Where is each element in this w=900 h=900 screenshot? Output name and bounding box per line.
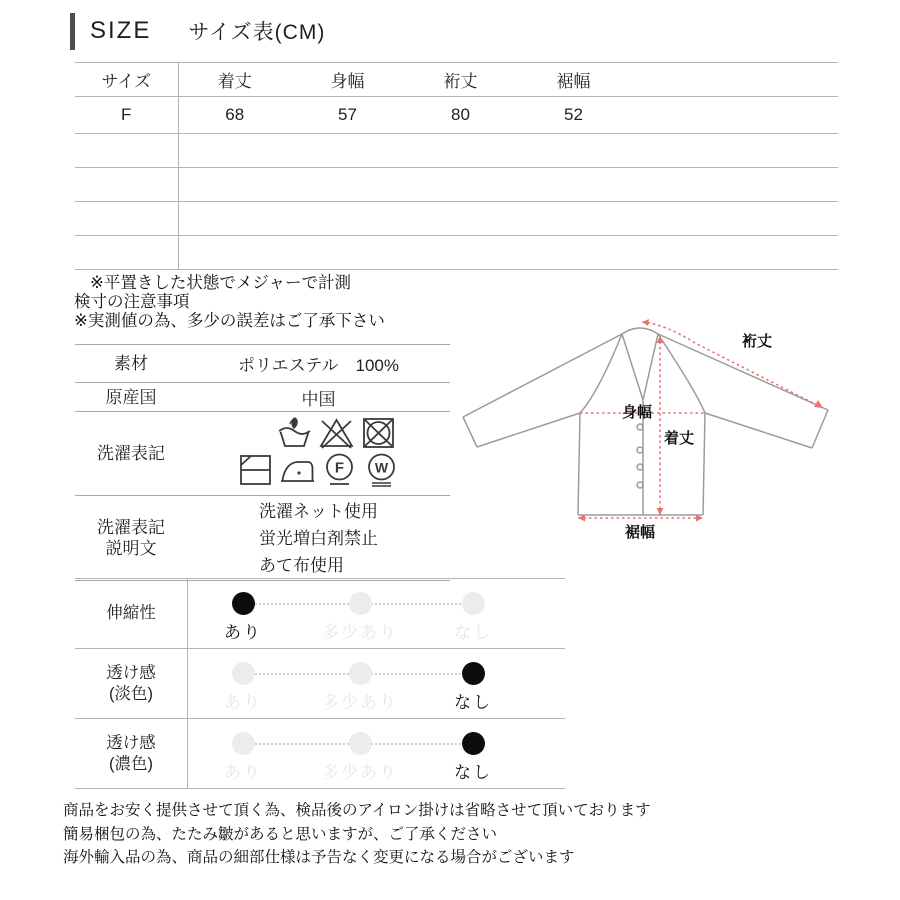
section-header — [70, 12, 325, 50]
rating-dot — [462, 732, 485, 755]
body-length-label: 着丈 — [663, 430, 695, 447]
cell-body-width: 57 — [291, 97, 404, 134]
no-bleach-icon — [318, 415, 355, 450]
cell-size: F — [75, 97, 178, 134]
size-table — [75, 62, 838, 270]
svg-text:W: W — [374, 459, 389, 476]
rating-dot — [232, 592, 255, 615]
product-details-table — [75, 344, 450, 581]
col-header-body-width: 身幅 — [291, 63, 404, 97]
size-table-empty-row — [75, 236, 838, 270]
material-row — [75, 345, 450, 383]
care-symbols-label: 洗濯表記 — [97, 444, 165, 463]
iron-low-temp-icon — [279, 452, 316, 487]
measurement-notes — [74, 274, 385, 331]
disclaimer-line: 簡易梱包の為、たたみ皺があると思いますが、ご了承ください — [63, 825, 498, 843]
garment-measurement-diagram — [450, 308, 890, 564]
rating-dot — [462, 662, 485, 685]
size-table-empty-row — [75, 134, 838, 168]
size-table-header-row — [75, 63, 838, 97]
no-tumble-dry-icon — [360, 415, 397, 450]
col-header-body-length: 着丈 — [178, 63, 291, 97]
stretch-label: 伸縮性 — [106, 604, 156, 622]
size-table-empty-row — [75, 202, 838, 236]
rating-dot — [232, 732, 255, 755]
cell-hem-width: 52 — [517, 97, 630, 134]
origin-label: 原産国 — [105, 387, 157, 407]
rating-dot — [349, 662, 372, 685]
body-width-label: 身幅 — [621, 404, 653, 421]
sheerness-light-rating-row: 透け感 (淡色) あり 多少あり なし — [75, 649, 565, 719]
col-header-size: サイズ — [75, 63, 178, 97]
sheerness-light-label: 透け感 — [106, 663, 156, 682]
size-table-empty-row — [75, 168, 838, 202]
hand-wash-icon — [276, 415, 313, 450]
rating-dot — [462, 592, 485, 615]
rating-table — [75, 578, 565, 789]
footer-disclaimers — [63, 799, 651, 870]
col-header-empty — [630, 63, 838, 97]
rating-dot — [232, 662, 255, 685]
care-text-label: 洗濯表記 説明文 — [97, 518, 165, 558]
shade-flat-dry-icon — [237, 452, 274, 487]
dry-clean-F-icon — [321, 452, 358, 487]
material-value: ポリエステル 100% — [238, 356, 399, 375]
disclaimer-line: 海外輸入品の為、商品の細部仕様は予告なく変更になる場合がございます — [63, 849, 575, 866]
col-header-hem-width: 裾幅 — [517, 63, 630, 97]
rating-dot — [349, 732, 372, 755]
cell-sleeve-length: 80 — [404, 97, 517, 134]
cardigan-outline — [463, 328, 828, 515]
care-symbols-row — [75, 412, 450, 496]
section-title-en: SIZE — [90, 17, 152, 44]
laundry-icons — [237, 415, 400, 487]
stretch-rating-row: 伸縮性 あり 多少あり なし — [75, 579, 565, 649]
svg-text:F: F — [334, 459, 345, 477]
size-table-data-row — [75, 97, 838, 134]
section-title-ja: サイズ表(CM) — [188, 21, 326, 44]
material-label: 素材 — [114, 354, 148, 373]
header-accent-bar — [70, 13, 75, 50]
note-line: ※実測値の為、多少の誤差はご了承下さい — [74, 312, 385, 330]
care-text-lines: 洗濯ネット使用 蛍光増白剤禁止 あて布使用 — [259, 501, 378, 575]
disclaimer-line: 商品をお安く提供させて頂く為、検品後のアイロン掛けは省略させて頂いております — [63, 802, 651, 819]
sleeve-length-line — [642, 322, 823, 408]
col-header-sleeve-length: 裄丈 — [404, 63, 517, 97]
note-line: ※平置きした状態でメジャーで計測 — [90, 274, 351, 292]
note-line: 検寸の注意事項 — [74, 293, 190, 311]
origin-row — [75, 383, 450, 412]
sheerness-dark-label: 透け感 — [106, 733, 156, 752]
care-text-row — [75, 496, 450, 581]
cell-body-length: 68 — [178, 97, 291, 134]
origin-value: 中国 — [301, 389, 336, 409]
rating-dot — [349, 592, 372, 615]
hem-width-label: 裾幅 — [624, 524, 656, 541]
sheerness-dark-rating-row: 透け感 (濃色) あり 多少あり なし — [75, 719, 565, 789]
wet-clean-W-icon — [363, 452, 400, 487]
sleeve-length-label: 裄丈 — [741, 333, 773, 350]
